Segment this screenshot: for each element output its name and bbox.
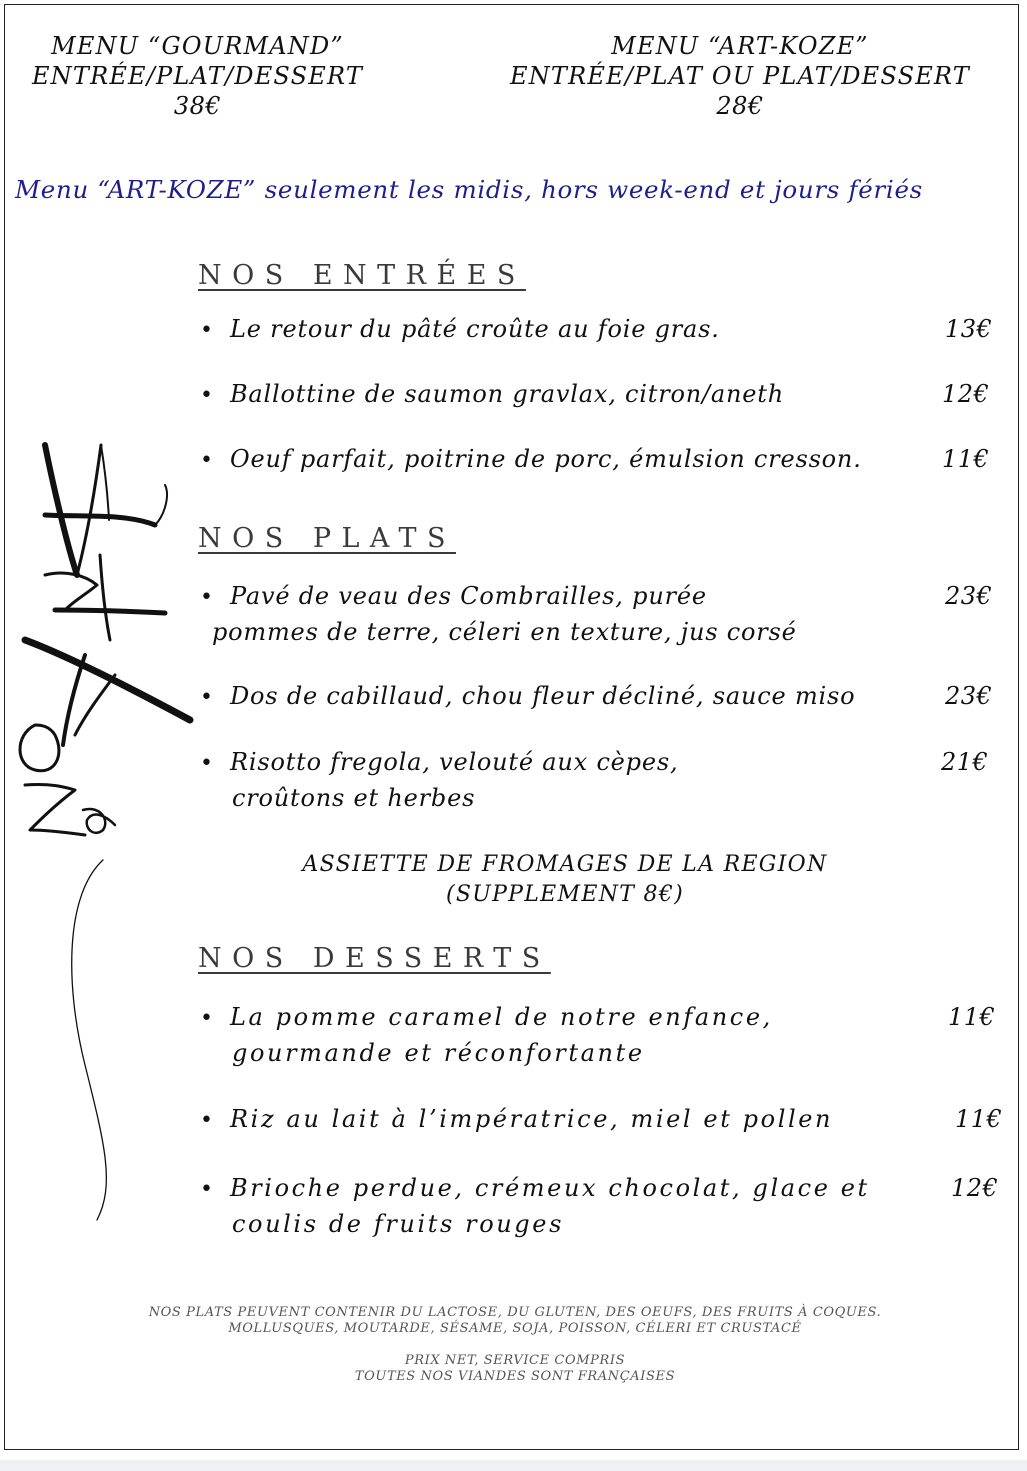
page-bottom-strip (0, 1460, 1027, 1471)
availability-notice: Menu “ART-KOZE” seulement les midis, hors week-end et jours fériés (15, 175, 923, 204)
bullet-icon: • (200, 1006, 216, 1031)
item-label-continued: pommes de terre, céleri en texture, jus corsé (212, 618, 797, 646)
bullet-icon: • (200, 1177, 216, 1202)
bullet-icon: • (200, 585, 214, 610)
bullet-icon: • (200, 1108, 216, 1133)
section-title-entrees: NOS ENTRÉES (198, 260, 526, 291)
bullet-icon: • (200, 685, 214, 710)
item-label: Oeuf parfait, poitrine de porc, émulsion cresson. (230, 445, 862, 473)
item-label-continued: gourmande et réconfortante (232, 1039, 645, 1067)
item-price: 13€ (945, 315, 993, 343)
item-label: Dos de cabillaud, chou fleur décliné, sauce miso (230, 682, 856, 710)
formula-courses: ENTRÉE/PLAT/DESSERT (31, 62, 364, 90)
cheese-supplement: (SUPPLEMENT 8€) (445, 882, 685, 907)
section-title-desserts: NOS DESSERTS (198, 943, 551, 974)
menu-item (200, 442, 862, 478)
allergen-line: NOS PLATS PEUVENT CONTENIR DU LACTOSE, DU GLUTEN, DES OEUFS, DES FRUITS À COQUES. (148, 1305, 882, 1320)
item-label-continued: coulis de fruits rouges (232, 1210, 564, 1238)
formula-courses: ENTRÉE/PLAT OU PLAT/DESSERT (510, 62, 970, 90)
formula-gourmand (5, 31, 390, 121)
item-price: 23€ (945, 682, 993, 710)
formula-price: 38€ (173, 92, 222, 120)
allergen-line: MOLLUSQUES, MOUTARDE, SÉSAME, SOJA, POISSON, CÉLERI ET CRUSTACÉ (228, 1321, 802, 1336)
allergen-notice (115, 1305, 915, 1337)
formula-price: 28€ (716, 92, 764, 120)
item-price: 11€ (955, 1105, 1003, 1133)
item-label: Brioche perdue, crémeux chocolat, glace et (230, 1174, 870, 1202)
formula-name: MENU “GOURMAND” (51, 32, 344, 60)
menu-item (200, 679, 855, 715)
item-price: 11€ (948, 1003, 996, 1031)
price-note: PRIX NET, SERVICE COMPRIS (404, 1353, 626, 1368)
menu-page (4, 4, 1019, 1450)
item-price: 11€ (942, 445, 990, 473)
bullet-icon: • (200, 448, 214, 473)
menu-item (200, 579, 797, 649)
item-price: 21€ (941, 748, 989, 776)
meat-note: TOUTES NOS VIANDES SONT FRANÇAISES (354, 1369, 676, 1384)
menu-item (200, 377, 784, 413)
item-label: Riz au lait à l’impératrice, miel et pollen (230, 1105, 834, 1133)
menu-item (200, 745, 678, 815)
cheese-plate (260, 850, 870, 910)
art-koze-signature-logo-icon (5, 425, 205, 1245)
menu-item (200, 1102, 833, 1138)
item-label-continued: croûtons et herbes (232, 784, 476, 812)
menu-item (200, 312, 720, 348)
formula-art-koze (480, 31, 1000, 121)
item-price: 23€ (945, 582, 993, 610)
item-label: La pomme caramel de notre enfance, (230, 1003, 773, 1031)
item-label: Risotto fregola, velouté aux cèpes, (230, 748, 679, 776)
bullet-icon: • (200, 751, 214, 776)
formula-name: MENU “ART-KOZE” (611, 32, 869, 60)
item-price: 12€ (951, 1174, 999, 1202)
cheese-label: ASSIETTE DE FROMAGES DE LA REGION (302, 852, 828, 877)
bullet-icon: • (200, 383, 214, 408)
bullet-icon: • (200, 318, 214, 343)
item-label: Pavé de veau des Combrailles, purée (230, 582, 707, 610)
price-notice (115, 1353, 915, 1385)
menu-item (200, 1000, 773, 1070)
item-label: Le retour du pâté croûte au foie gras. (230, 315, 720, 343)
item-price: 12€ (942, 380, 990, 408)
item-label: Ballottine de saumon gravlax, citron/aneth (230, 380, 784, 408)
section-title-plats: NOS PLATS (198, 523, 456, 554)
menu-item (200, 1171, 870, 1241)
